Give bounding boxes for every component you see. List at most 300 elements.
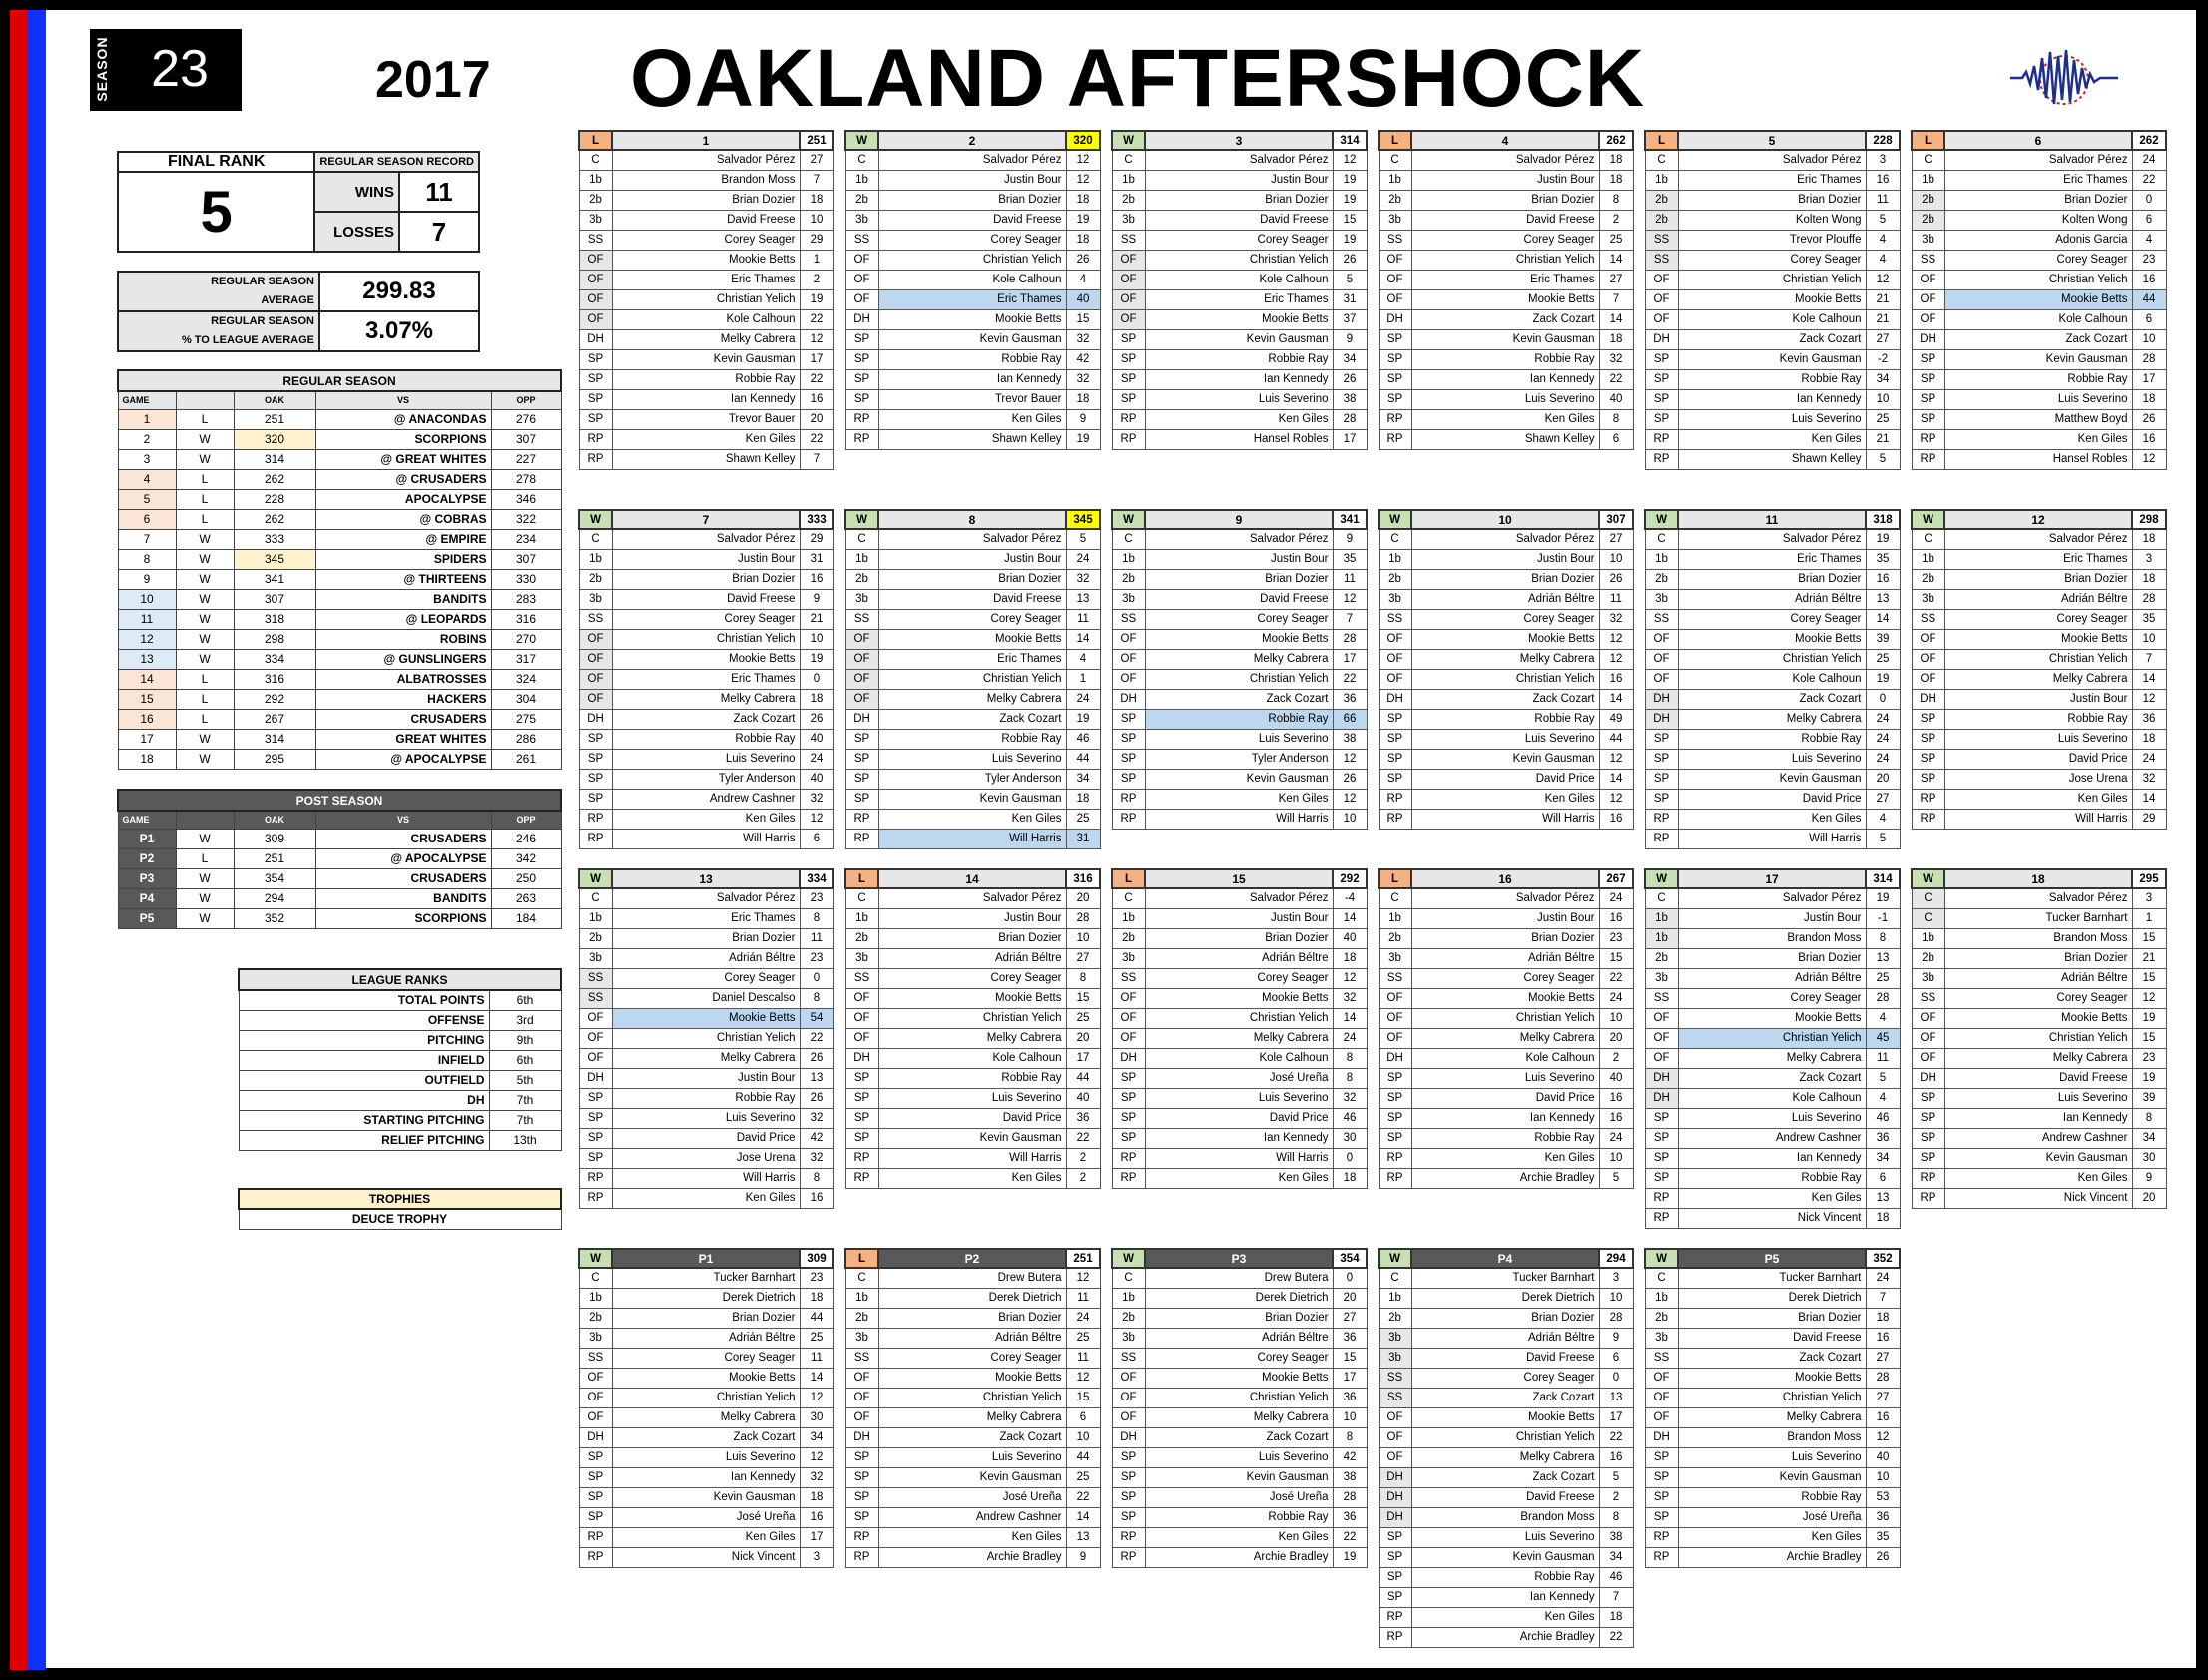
position: SP: [1912, 1128, 1944, 1148]
player-points: 7: [1599, 289, 1633, 309]
oak-score: 334: [234, 649, 315, 669]
position: SP: [1112, 1447, 1145, 1467]
player-name: Ken Giles: [878, 809, 1066, 829]
player-points: 16: [1599, 908, 1633, 928]
player-row: [1645, 1168, 1900, 1188]
position: OF: [1912, 1028, 1944, 1048]
player-row: [1112, 988, 1367, 1008]
player-name: Luis Severino: [1678, 1108, 1866, 1128]
player-name: Melky Cabrera: [878, 1407, 1066, 1427]
player-name: Luis Severino: [612, 1447, 800, 1467]
player-row: [1379, 270, 1633, 289]
opponent: @ APOCALYPSE: [315, 848, 491, 868]
game-result: L: [845, 1249, 878, 1268]
player-name: Ian Kennedy: [1411, 1108, 1599, 1128]
game-row: [118, 669, 561, 689]
player-name: Brandon Moss: [1678, 1427, 1866, 1447]
player-points: 14: [1599, 769, 1633, 789]
player-name: Andrew Cashner: [1678, 1128, 1866, 1148]
player-row: [1112, 1088, 1367, 1108]
player-row: [1112, 809, 1367, 829]
position: C: [1379, 529, 1411, 549]
player-points: 14: [800, 1368, 833, 1388]
position: SP: [1379, 1128, 1411, 1148]
player-row: [579, 609, 833, 629]
player-row: [1912, 1148, 2166, 1168]
player-row: [1912, 769, 2166, 789]
game-box-P4: [1378, 1248, 1634, 1648]
position: SP: [845, 329, 878, 349]
player-name: Eric Thames: [612, 908, 800, 928]
game-box-15: [1111, 868, 1368, 1189]
player-name: Luis Severino: [612, 749, 800, 769]
position: 1b: [1379, 1288, 1411, 1308]
player-name: Jose Urena: [1944, 769, 2132, 789]
player-name: Ken Giles: [1944, 429, 2132, 449]
player-name: Robbie Ray: [1944, 369, 2132, 389]
position: SP: [1112, 769, 1145, 789]
player-points: 12: [800, 809, 833, 829]
player-name: Luis Severino: [1411, 1068, 1599, 1088]
oak-score: 354: [234, 868, 315, 888]
player-points: 39: [2132, 1088, 2166, 1108]
rank-category: INFIELD: [239, 1050, 489, 1070]
position: SP: [1112, 329, 1145, 349]
player-name: Ken Giles: [1145, 409, 1333, 429]
player-row: [845, 908, 1100, 928]
opponent-score: 346: [491, 489, 561, 509]
position: SP: [1379, 369, 1411, 389]
player-row: [579, 270, 833, 289]
season-number: 23: [151, 40, 209, 98]
player-name: Justin Bour: [1145, 908, 1333, 928]
position: SS: [1379, 230, 1411, 250]
player-name: Adrián Béltre: [1944, 589, 2132, 609]
player-points: 21: [800, 609, 833, 629]
player-row: [579, 1068, 833, 1088]
player-points: 23: [800, 1268, 833, 1288]
player-points: 44: [800, 1308, 833, 1328]
player-name: Corey Seager: [878, 1348, 1066, 1368]
player-points: 24: [800, 749, 833, 769]
player-row: [1112, 1487, 1367, 1507]
player-row: [1645, 309, 1900, 329]
position: SP: [1912, 749, 1944, 769]
player-points: 13: [1066, 589, 1100, 609]
player-row: [1379, 629, 1633, 649]
player-points: 12: [1066, 1368, 1100, 1388]
position: SP: [1912, 409, 1944, 429]
player-points: 22: [800, 309, 833, 329]
player-points: 5: [1866, 449, 1900, 469]
player-points: 18: [1599, 1607, 1633, 1627]
player-row: [1645, 329, 1900, 349]
opponent: @ CRUSADERS: [315, 469, 491, 489]
player-points: 40: [1333, 928, 1367, 948]
game-row: [118, 908, 561, 928]
position: SP: [579, 749, 612, 769]
player-row: [1379, 170, 1633, 190]
player-row: [1645, 389, 1900, 409]
player-name: Luis Severino: [612, 1108, 800, 1128]
player-points: 38: [1333, 1467, 1367, 1487]
position: 1b: [1645, 908, 1678, 928]
player-name: Melky Cabrera: [612, 1048, 800, 1068]
position: SP: [1112, 1507, 1145, 1527]
player-row: [1379, 749, 1633, 769]
player-points: 19: [2132, 1008, 2166, 1028]
player-row: [1912, 389, 2166, 409]
losses-value: 7: [399, 212, 479, 252]
position: OF: [845, 689, 878, 709]
position: SP: [845, 1128, 878, 1148]
opponent: @ EMPIRE: [315, 529, 491, 549]
player-row: [845, 988, 1100, 1008]
player-points: 10: [2132, 629, 2166, 649]
player-row: [1645, 888, 1900, 908]
game-number: P3: [118, 868, 176, 888]
opponent: CRUSADERS: [315, 829, 491, 848]
player-name: Mookie Betts: [1411, 289, 1599, 309]
player-name: Luis Severino: [878, 749, 1066, 769]
player-points: 8: [2132, 1108, 2166, 1128]
player-points: 34: [1333, 349, 1367, 369]
player-points: 23: [800, 888, 833, 908]
player-name: Will Harris: [1678, 829, 1866, 848]
player-row: [1912, 1108, 2166, 1128]
player-name: Tucker Barnhart: [1678, 1268, 1866, 1288]
position: 1b: [845, 549, 878, 569]
game-box-9: [1111, 509, 1368, 830]
player-row: [1379, 1368, 1633, 1388]
season-badge: [90, 29, 242, 111]
player-points: 16: [800, 1507, 833, 1527]
game-result: W: [579, 869, 612, 888]
player-row: [1912, 609, 2166, 629]
position: DH: [1379, 309, 1411, 329]
position: SP: [845, 1108, 878, 1128]
position: C: [1645, 1268, 1678, 1288]
player-name: Salvador Pérez: [878, 150, 1066, 170]
player-name: Salvador Pérez: [1145, 529, 1333, 549]
player-points: 13: [1866, 589, 1900, 609]
position: SS: [1379, 968, 1411, 988]
player-name: Ken Giles: [1678, 1527, 1866, 1547]
player-name: Corey Seager: [612, 968, 800, 988]
player-row: [579, 1288, 833, 1308]
player-name: Mookie Betts: [1678, 1368, 1866, 1388]
player-points: 6: [2132, 210, 2166, 230]
player-row: [1112, 789, 1367, 809]
position: SP: [1379, 1587, 1411, 1607]
oak-score: 298: [234, 629, 315, 649]
seismograph-baseball-icon: [2008, 44, 2120, 110]
position: OF: [579, 270, 612, 289]
player-row: [579, 769, 833, 789]
position: DH: [1112, 689, 1145, 709]
player-points: 12: [1599, 649, 1633, 669]
player-row: [1912, 1128, 2166, 1148]
opponent-score: 227: [491, 449, 561, 469]
player-row: [1379, 689, 1633, 709]
player-row: [1379, 1328, 1633, 1348]
opponent: ALBATROSSES: [315, 669, 491, 689]
player-points: 9: [800, 589, 833, 609]
position: C: [845, 1268, 878, 1288]
player-row: [1912, 988, 2166, 1008]
player-row: [579, 1188, 833, 1208]
position: 3b: [579, 210, 612, 230]
player-row: [1112, 1467, 1367, 1487]
position: RP: [1112, 429, 1145, 449]
game-box-P3: [1111, 1248, 1368, 1568]
player-points: 24: [1866, 749, 1900, 769]
position: DH: [1645, 329, 1678, 349]
player-points: 13: [800, 1068, 833, 1088]
player-row: [579, 988, 833, 1008]
player-row: [1379, 908, 1633, 928]
player-points: 26: [800, 1088, 833, 1108]
player-name: Kevin Gausman: [1145, 769, 1333, 789]
player-name: Kole Calhoun: [1944, 309, 2132, 329]
player-name: Tucker Barnhart: [1944, 908, 2132, 928]
player-name: David Price: [1944, 749, 2132, 769]
player-row: [845, 1368, 1100, 1388]
player-row: [845, 529, 1100, 549]
player-row: [1645, 1388, 1900, 1407]
opponent-score: 324: [491, 669, 561, 689]
player-row: [579, 1407, 833, 1427]
player-row: [579, 1128, 833, 1148]
player-name: Brian Dozier: [1944, 948, 2132, 968]
player-name: Ken Giles: [1944, 789, 2132, 809]
game-row: [118, 509, 561, 529]
result: W: [176, 749, 234, 769]
position: OF: [1645, 629, 1678, 649]
player-row: [1112, 669, 1367, 689]
player-name: Corey Seager: [1145, 609, 1333, 629]
position: RP: [1912, 429, 1944, 449]
player-name: Corey Seager: [612, 609, 800, 629]
player-name: Brian Dozier: [612, 190, 800, 210]
player-row: [1379, 1168, 1633, 1188]
position: 3b: [1112, 589, 1145, 609]
game-score: 295: [2132, 869, 2166, 888]
player-points: 12: [1066, 170, 1100, 190]
player-points: 37: [1333, 309, 1367, 329]
player-name: Zack Cozart: [878, 709, 1066, 729]
position: RP: [1645, 1208, 1678, 1228]
player-points: 44: [2132, 289, 2166, 309]
player-points: 29: [800, 529, 833, 549]
player-row: [579, 449, 833, 469]
player-points: 12: [2132, 449, 2166, 469]
position: OF: [1379, 1447, 1411, 1467]
player-row: [1379, 1028, 1633, 1048]
position: RP: [1912, 1168, 1944, 1188]
player-points: 40: [1599, 389, 1633, 409]
game-label: 10: [1411, 510, 1599, 529]
player-points: 2: [1066, 1168, 1100, 1188]
game-row: [118, 749, 561, 769]
player-name: Salvador Pérez: [1411, 888, 1599, 908]
player-points: 23: [2132, 250, 2166, 270]
opponent: BANDITS: [315, 589, 491, 609]
position: 3b: [579, 948, 612, 968]
position: OF: [1112, 1028, 1145, 1048]
player-name: Luis Severino: [1678, 1447, 1866, 1467]
player-row: [579, 1527, 833, 1547]
player-name: Adrián Béltre: [612, 948, 800, 968]
position: RP: [579, 1527, 612, 1547]
player-name: Christian Yelich: [612, 1388, 800, 1407]
player-name: Melky Cabrera: [878, 689, 1066, 709]
player-name: David Price: [1411, 1088, 1599, 1108]
rank-category: PITCHING: [239, 1030, 489, 1050]
player-row: [579, 529, 833, 549]
position: RP: [1912, 809, 1944, 829]
player-name: Ken Giles: [1678, 1188, 1866, 1208]
player-row: [1912, 809, 2166, 829]
player-row: [579, 309, 833, 329]
player-row: [1112, 649, 1367, 669]
player-name: Ken Giles: [1411, 409, 1599, 429]
player-name: Eric Thames: [1411, 270, 1599, 289]
player-name: David Freese: [1678, 1328, 1866, 1348]
player-points: 15: [1599, 948, 1633, 968]
game-row: [118, 868, 561, 888]
player-points: 5: [1066, 529, 1100, 549]
player-row: [1379, 210, 1633, 230]
player-name: Tucker Barnhart: [1411, 1268, 1599, 1288]
player-name: Kole Calhoun: [1678, 1088, 1866, 1108]
player-name: Christian Yelich: [1145, 1388, 1333, 1407]
player-row: [1379, 1268, 1633, 1288]
player-points: 42: [800, 1128, 833, 1148]
player-points: 54: [800, 1008, 833, 1028]
player-points: 32: [1599, 349, 1633, 369]
player-row: [845, 609, 1100, 629]
game-row: [118, 709, 561, 729]
player-points: 16: [800, 389, 833, 409]
player-points: 42: [1066, 349, 1100, 369]
player-points: 10: [800, 629, 833, 649]
player-points: 6: [1599, 1348, 1633, 1368]
player-points: 8: [1066, 968, 1100, 988]
player-name: Ken Giles: [612, 429, 800, 449]
player-row: [579, 749, 833, 769]
player-row: [579, 829, 833, 848]
player-name: Melky Cabrera: [612, 329, 800, 349]
oak-score: 294: [234, 888, 315, 908]
player-row: [1112, 429, 1367, 449]
player-row: [579, 409, 833, 429]
game-number: P5: [118, 908, 176, 928]
player-name: Salvador Pérez: [1944, 529, 2132, 549]
player-name: David Freese: [612, 210, 800, 230]
game-score: 314: [1333, 131, 1367, 150]
player-points: 8: [1599, 190, 1633, 210]
player-name: Archie Bradley: [1145, 1547, 1333, 1567]
opponent-score: 317: [491, 649, 561, 669]
player-row: [1112, 609, 1367, 629]
player-points: 25: [1066, 1467, 1100, 1487]
player-points: 17: [2132, 369, 2166, 389]
position: SS: [579, 1348, 612, 1368]
player-points: 22: [1066, 1128, 1100, 1148]
player-row: [1912, 289, 2166, 309]
position: OF: [579, 1407, 612, 1427]
player-points: 27: [1866, 789, 1900, 809]
rank-row: [239, 990, 561, 1010]
player-name: Luis Severino: [1944, 1088, 2132, 1108]
player-row: [1379, 709, 1633, 729]
player-points: 34: [2132, 1128, 2166, 1148]
section-title: POST SEASON: [118, 790, 561, 811]
position: SS: [1112, 230, 1145, 250]
player-points: 6: [1066, 1407, 1100, 1427]
player-row: [1112, 529, 1367, 549]
column-header: OAK: [234, 391, 315, 409]
position: SP: [579, 1128, 612, 1148]
game-row: [118, 848, 561, 868]
player-row: [1912, 150, 2166, 170]
player-points: 12: [800, 1447, 833, 1467]
game-row: [118, 409, 561, 429]
player-name: Mookie Betts: [1944, 629, 2132, 649]
player-points: 10: [2132, 329, 2166, 349]
column-header: OAK: [234, 811, 315, 829]
position: OF: [579, 649, 612, 669]
player-points: 29: [800, 230, 833, 250]
player-row: [845, 569, 1100, 589]
game-score: 262: [2132, 131, 2166, 150]
rank-value: 6th: [489, 1050, 561, 1070]
player-row: [579, 908, 833, 928]
player-name: Salvador Pérez: [612, 150, 800, 170]
player-row: [579, 629, 833, 649]
opponent-score: 278: [491, 469, 561, 489]
position: SP: [1379, 1527, 1411, 1547]
player-row: [1645, 1328, 1900, 1348]
position: DH: [1645, 689, 1678, 709]
player-name: Robbie Ray: [878, 1068, 1066, 1088]
player-name: Robbie Ray: [1678, 1487, 1866, 1507]
game-row: [118, 609, 561, 629]
oak-score: 316: [234, 669, 315, 689]
player-points: 12: [1866, 270, 1900, 289]
player-row: [1379, 928, 1633, 948]
player-name: Salvador Pérez: [1678, 150, 1866, 170]
game-score: 314: [1866, 869, 1900, 888]
position: 2b: [1379, 928, 1411, 948]
game-score: 228: [1866, 131, 1900, 150]
player-row: [1112, 1348, 1367, 1368]
player-name: Andrew Cashner: [612, 789, 800, 809]
player-name: Will Harris: [878, 829, 1066, 848]
position: OF: [1112, 250, 1145, 270]
player-name: Salvador Pérez: [1678, 888, 1866, 908]
player-row: [1112, 589, 1367, 609]
player-name: Mookie Betts: [1145, 309, 1333, 329]
position: SP: [845, 389, 878, 409]
player-points: 11: [1866, 1048, 1900, 1068]
position: RP: [845, 1168, 878, 1188]
result: W: [176, 609, 234, 629]
summary-table: [117, 151, 480, 253]
player-row: [579, 809, 833, 829]
player-name: Kevin Gausman: [1411, 749, 1599, 769]
